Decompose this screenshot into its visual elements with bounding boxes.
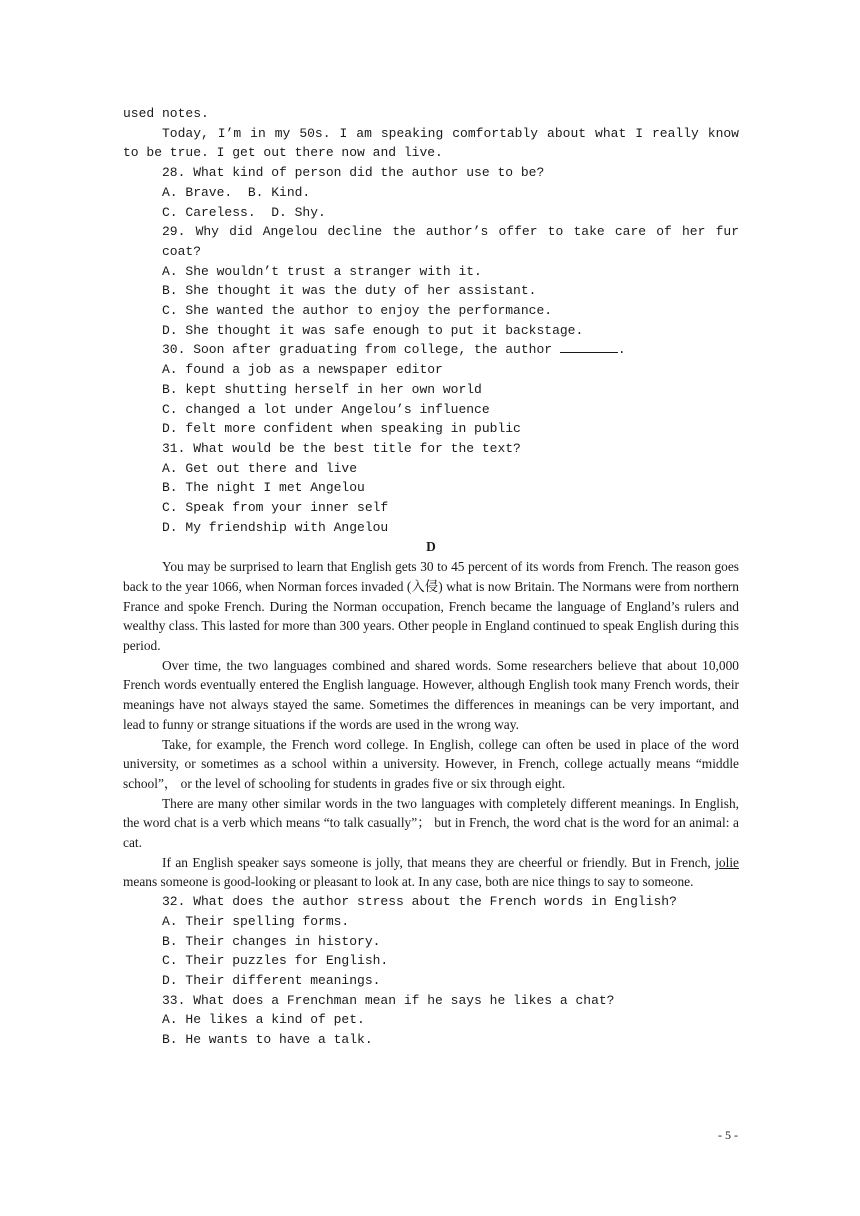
- question-32: [123, 892, 739, 991]
- answer-option: A. Brave. B. Kind.: [162, 184, 311, 200]
- answer-option: A. found a job as a newspaper editor: [162, 362, 443, 378]
- question-28: [123, 163, 739, 222]
- question-30: [123, 340, 739, 439]
- passage-paragraph: Take, for example, the French word college. In English, college can often be used in place of the word university, or sometimes as a school within a university. However, in French, college actually means “middle school”， or the level of schooling for students in grades five or six through eight.: [123, 736, 739, 791]
- question-stem: 29. Why did Angelou decline the author’s offer to take care of her fur coat?: [162, 224, 739, 259]
- answer-option: A. Get out there and live: [162, 460, 358, 476]
- passage-paragraph: You may be surprised to learn that English gets 30 to 45 percent of its words from French. The reason goes back to the year 1066, when Norman forces invaded (入侵) what is now Britain. The Normans were from northern France and spoke French. During the Norman occupation, French became the language of England’s rulers and wealthy class. This lasted for more than 300 years. Other people in England continued to speak English during this period.: [123, 559, 739, 653]
- stem-end: .: [617, 342, 626, 358]
- answer-option: B. Their changes in history.: [162, 933, 381, 949]
- answer-option: B. She thought it was the duty of her assistant.: [162, 283, 537, 299]
- question-31: [123, 439, 739, 538]
- question-stem: [123, 340, 739, 360]
- answer-option: C. Careless. D. Shy.: [162, 204, 326, 220]
- question-33: [123, 991, 739, 1050]
- answer-option: D. felt more confident when speaking in public: [162, 421, 521, 437]
- answer-option: C. Speak from your inner self: [162, 500, 389, 516]
- answer-option: B. The night I met Angelou: [162, 480, 365, 496]
- passage-paragraph: There are many other similar words in the two languages with completely different meanings. In English, the word chat is a verb which means “to talk casually”； but in French, the word chat is the word for an animal: a cat.: [123, 795, 739, 851]
- answer-option: D. She thought it was safe enough to put it backstage.: [162, 322, 584, 338]
- underlined-word: jolie: [715, 854, 739, 870]
- answer-option: A. Their spelling forms.: [162, 913, 350, 929]
- stem-text: 30. Soon after graduating from college, the author: [162, 342, 560, 358]
- answer-option: B. kept shutting herself in her own world: [162, 381, 482, 397]
- question-stem: 31. What would be the best title for the text?: [162, 440, 521, 456]
- answer-blank: [560, 340, 618, 353]
- answer-option: D. My friendship with Angelou: [162, 519, 389, 535]
- document-page: [123, 104, 739, 1050]
- answer-option: A. He likes a kind of pet.: [162, 1012, 365, 1028]
- answer-option: C. She wanted the author to enjoy the performance.: [162, 303, 553, 319]
- closing-paragraph: Today, I’m in my 50s. I am speaking comfortably about what I really know to be true. I get out there now and live.: [123, 125, 739, 161]
- answer-option: B. He wants to have a talk.: [162, 1032, 373, 1048]
- passage-paragraph: [123, 853, 739, 892]
- answer-option: A. She wouldn’t trust a stranger with it.: [162, 263, 482, 279]
- paragraph-text: means someone is good-looking or pleasant to look at. In any case, both are nice things to say to someone.: [123, 874, 694, 890]
- question-29: [123, 222, 739, 340]
- page-number: - 5 -: [718, 1128, 738, 1142]
- question-stem: 33. What does a Frenchman mean if he says he likes a chat?: [162, 992, 615, 1008]
- answer-option: D. Their different meanings.: [162, 972, 381, 988]
- question-stem: 32. What does the author stress about the French words in English?: [162, 894, 677, 910]
- passage-paragraph: Over time, the two languages combined and shared words. Some researchers believe that about 10,000 French words eventually entered the English language. However, although English took many French words, their meanings have not always stayed the same. Sometimes the differences in meanings can be very important, and lead to funny or strange situations if the words are used in the wrong way.: [123, 657, 739, 732]
- answer-option: C. Their puzzles for English.: [162, 953, 389, 969]
- question-stem: 28. What kind of person did the author use to be?: [162, 165, 545, 181]
- paragraph-text: If an English speaker says someone is jolly, that means they are cheerful or friendly. But in French,: [162, 854, 716, 870]
- answer-option: C. changed a lot under Angelou’s influence: [162, 401, 490, 417]
- continuation-line: used notes.: [123, 106, 209, 121]
- section-heading: D: [426, 539, 436, 555]
